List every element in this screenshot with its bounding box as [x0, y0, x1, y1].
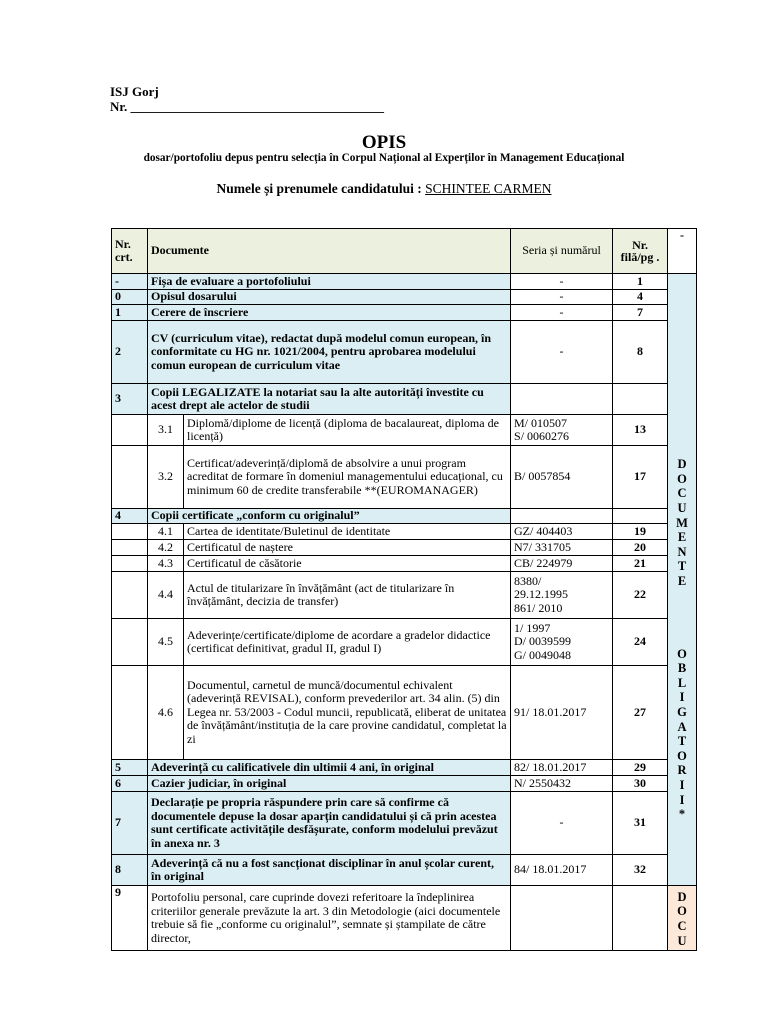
row-series-number: 82/ 18.01.2017: [511, 760, 613, 776]
table-row: [112, 415, 697, 446]
row-series-number: N/ 2550432: [511, 776, 613, 792]
row-number: 2: [112, 321, 148, 384]
table-row: [112, 274, 697, 290]
row-series-number: [511, 886, 613, 951]
side-letter: R: [677, 763, 687, 778]
row-series-number: B/ 0057854: [511, 446, 613, 509]
row-blank-cell: [112, 572, 148, 619]
row-number: 3: [112, 384, 148, 415]
row-page-number: 21: [613, 556, 668, 572]
row-page-number: [613, 886, 668, 951]
row-sub-number: 4.5: [148, 619, 184, 666]
row-document: Certificatul de căsătorie: [184, 556, 511, 572]
row-document: Copii certificate „conform cu originalul”: [148, 509, 511, 524]
row-sub-number: 4.6: [148, 666, 184, 760]
header-fila: Nr. filă/pg .: [613, 229, 668, 274]
row-document: Portofoliu personal, care cuprinde dovezi referitoare la îndeplinirea criteriilor generale prevăzute la art. 3 din Metodologie (aici documentele trebuie să fie „conforme cu originalul”, semnate și ștampilate de către director,: [148, 886, 511, 951]
header-nr-crt: Nr. crt.: [112, 229, 148, 274]
candidate-label: Numele și prenumele candidatului :: [216, 181, 422, 196]
registration-number-line: Nr. _______________________________________: [110, 99, 384, 114]
side-letter: C: [677, 486, 687, 501]
row-page-number: 24: [613, 619, 668, 666]
row-blank-cell: [112, 524, 148, 540]
table-row: [112, 855, 697, 886]
table-row: [112, 305, 697, 321]
row-page-number: 27: [613, 666, 668, 760]
table-row: [112, 572, 697, 619]
table-row: [112, 792, 697, 855]
row-page-number: [613, 384, 668, 415]
candidate-line: [0, 181, 768, 197]
header-seria: Seria și numărul: [511, 229, 613, 274]
row-page-number: 29: [613, 760, 668, 776]
row-sub-number: 3.1: [148, 415, 184, 446]
row-document: Certificat/adeverință/diplomă de absolvire a unui program acreditat de formare în domeniul managementului educațional, cu minimum 60 de credite transferabile **(EUROMANAGER): [184, 446, 511, 509]
side-letter: M: [676, 515, 688, 530]
side-letter: O: [677, 904, 687, 919]
table-row: [112, 290, 697, 305]
document-title: OPIS: [361, 132, 407, 153]
row-series-number: N7/ 331705: [511, 540, 613, 556]
header-documents: Documente: [148, 229, 511, 274]
side-letter: O: [677, 471, 687, 486]
row-page-number: 30: [613, 776, 668, 792]
side-letter: T: [677, 734, 687, 749]
table-row: [112, 776, 697, 792]
table-row: [112, 760, 697, 776]
side-letter: C: [677, 919, 687, 933]
row-document: Cazier judiciar, în original: [148, 776, 511, 792]
row-series-number: -: [511, 274, 613, 290]
side-label-vertical-text-2: [671, 888, 693, 948]
row-page-number: 4: [613, 290, 668, 305]
table-header-row: [112, 229, 697, 274]
table-row: [112, 384, 697, 415]
row-blank-cell: [112, 556, 148, 572]
side-letter: N: [677, 544, 687, 559]
row-number: 5: [112, 760, 148, 776]
row-series-number: 1/ 1997 D/ 0039599 G/ 0049048: [511, 619, 613, 666]
table-row: [112, 666, 697, 760]
row-document: Cerere de înscriere: [148, 305, 511, 321]
row-page-number: 7: [613, 305, 668, 321]
row-document: Adeverință cu calificativele din ultimii 4 ani, în original: [148, 760, 511, 776]
row-sub-number: 4.2: [148, 540, 184, 556]
table-row: [112, 886, 697, 951]
row-document: Adeverință că nu a fost sancționat disciplinar în anul școlar curent, în original: [148, 855, 511, 886]
side-letter: O: [677, 748, 687, 763]
side-letter: U: [677, 501, 687, 516]
table-row: [112, 619, 697, 666]
row-series-number: [511, 509, 613, 524]
table-row: [112, 509, 697, 524]
row-series-number: 84/ 18.01.2017: [511, 855, 613, 886]
side-letter: I: [679, 792, 685, 807]
row-sub-number: 4.3: [148, 556, 184, 572]
row-series-number: GZ/ 404403: [511, 524, 613, 540]
row-document: Documentul, carnetul de muncă/documentul echivalent (adeverință REVISAL), conform prevederilor art. 34 alin. (5) din Legea nr. 53/2003 - Codul muncii, republicată, eliberat de unitatea de învățământ/instituția de la care provine candidatul, completat la zi: [184, 666, 511, 760]
row-document: Adeverințe/certificate/diplome de acordare a gradelor didactice (certificat definitivat, gradul II, gradul I): [184, 619, 511, 666]
side-letter: I: [679, 690, 685, 705]
row-number: 4: [112, 509, 148, 524]
row-blank-cell: [112, 540, 148, 556]
side-letter: D: [677, 889, 687, 904]
side-letter: U: [677, 933, 687, 948]
side-label-vertical-text: [671, 337, 693, 821]
side-letter: E: [677, 574, 687, 589]
row-series-number: -: [511, 305, 613, 321]
row-document: CV (curriculum vitae), redactat după modelul comun european, în conformitate cu HG nr. 1021/2004, pentru aprobarea modelului comun european de curriculum vitae: [148, 321, 511, 384]
side-letter: A: [677, 719, 687, 734]
row-sub-number: 3.2: [148, 446, 184, 509]
row-document: Certificatul de naștere: [184, 540, 511, 556]
row-page-number: 22: [613, 572, 668, 619]
row-blank-cell: [112, 446, 148, 509]
table-row: [112, 524, 697, 540]
row-document: Diplomă/diplome de licență (diploma de bacalaureat, diploma de licență): [184, 415, 511, 446]
side-letter: L: [677, 675, 687, 690]
row-page-number: 20: [613, 540, 668, 556]
side-letter: *: [678, 807, 686, 822]
document-subtitle: dosar/portofoliu depus pentru selecția în Corpul Național al Experților în Management Educațional: [143, 152, 625, 164]
side-label-gap: [671, 589, 693, 647]
row-page-number: [613, 509, 668, 524]
row-sub-number: 4.1: [148, 524, 184, 540]
row-series-number: -: [511, 290, 613, 305]
row-series-number: [511, 384, 613, 415]
row-page-number: 8: [613, 321, 668, 384]
side-label-mandatory: [668, 274, 697, 886]
row-series-number: -: [511, 792, 613, 855]
side-letter: G: [677, 704, 687, 719]
row-document: Actul de titularizare în învățământ (act de titularizare în învățământ, decizia de transfer): [184, 572, 511, 619]
table-row: [112, 540, 697, 556]
row-page-number: 31: [613, 792, 668, 855]
opis-table: [111, 228, 697, 951]
row-blank-cell: [112, 415, 148, 446]
row-document: Fișa de evaluare a portofoliului: [148, 274, 511, 290]
row-number: 7: [112, 792, 148, 855]
row-number: 9: [112, 886, 148, 951]
candidate-name: SCHINTEE CARMEN: [425, 181, 552, 196]
row-document: Opisul dosarului: [148, 290, 511, 305]
row-series-number: -: [511, 321, 613, 384]
row-page-number: 17: [613, 446, 668, 509]
row-document: Declarație pe propria răspundere prin care să confirme că documentele depuse la dosar aparțin candidatului și că prin acestea sunt certificate activitățile desfășurate, conform modelului prevăzut în anexa nr. 3: [148, 792, 511, 855]
side-letter: B: [677, 661, 687, 676]
row-number: 0: [112, 290, 148, 305]
institution-name: ISJ Gorj: [110, 84, 159, 99]
header-extra: -: [668, 229, 697, 274]
table-row: [112, 556, 697, 572]
table-row: [112, 321, 697, 384]
row-series-number: 8380/ 29.12.1995 861/ 2010: [511, 572, 613, 619]
row-page-number: 19: [613, 524, 668, 540]
row-number: 6: [112, 776, 148, 792]
row-blank-cell: [112, 619, 148, 666]
row-page-number: 1: [613, 274, 668, 290]
side-letter: T: [677, 559, 687, 574]
row-number: -: [112, 274, 148, 290]
side-letter: E: [677, 530, 687, 545]
row-sub-number: 4.4: [148, 572, 184, 619]
row-page-number: 13: [613, 415, 668, 446]
side-letter: D: [677, 457, 687, 472]
row-number: 1: [112, 305, 148, 321]
table-row: [112, 446, 697, 509]
row-number: 8: [112, 855, 148, 886]
side-letter: O: [677, 646, 687, 661]
row-document: Copii LEGALIZATE la notariat sau la alte autorități învestite cu acest drept ale actelor de studii: [148, 384, 511, 415]
row-series-number: 91/ 18.01.2017: [511, 666, 613, 760]
side-label-second: [668, 886, 697, 951]
row-blank-cell: [112, 666, 148, 760]
row-page-number: 32: [613, 855, 668, 886]
row-series-number: M/ 010507 S/ 0060276: [511, 415, 613, 446]
row-series-number: CB/ 224979: [511, 556, 613, 572]
row-document: Cartea de identitate/Buletinul de identitate: [184, 524, 511, 540]
side-letter: I: [679, 777, 685, 792]
